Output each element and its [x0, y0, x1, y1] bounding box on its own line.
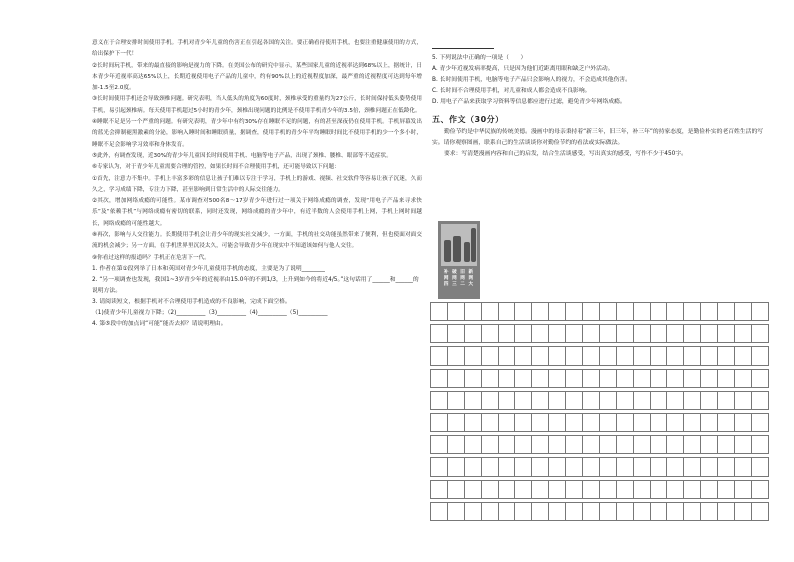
grid-cell[interactable]: [498, 502, 515, 520]
grid-cell[interactable]: [616, 303, 633, 321]
grid-cell[interactable]: [464, 502, 481, 520]
passage-paragraph: ⑨你看过这样的报道吗？手机正在危害下一代。: [92, 254, 210, 261]
grid-cell[interactable]: [616, 502, 633, 520]
grid-cell[interactable]: [633, 369, 650, 387]
grid-cell[interactable]: [498, 303, 515, 321]
grid-cell[interactable]: [667, 480, 684, 498]
grid-cell[interactable]: [684, 391, 701, 409]
grid-cell[interactable]: [718, 347, 735, 365]
grid-cell[interactable]: [599, 347, 616, 365]
grid-cell[interactable]: [583, 480, 600, 498]
grid-cell[interactable]: [616, 436, 633, 454]
grid-cell[interactable]: [701, 347, 718, 365]
grid-cell[interactable]: [650, 413, 667, 431]
grid-cell[interactable]: [464, 458, 481, 476]
question-5-options: [432, 64, 770, 108]
grid-cell[interactable]: [718, 391, 735, 409]
grid-cell[interactable]: [701, 303, 718, 321]
grid-cell[interactable]: [751, 325, 768, 343]
left-column: [92, 38, 422, 330]
grid-cell[interactable]: [549, 480, 566, 498]
grid-cell[interactable]: [735, 436, 752, 454]
grid-cell[interactable]: [599, 458, 616, 476]
grid-cell[interactable]: [633, 303, 650, 321]
grid-cell[interactable]: [447, 347, 464, 365]
grid-cell[interactable]: [616, 347, 633, 365]
grid-cell[interactable]: [464, 369, 481, 387]
grid-cell[interactable]: [566, 325, 583, 343]
grid-cell[interactable]: [667, 436, 684, 454]
grid-cell[interactable]: [481, 480, 498, 498]
figure-3: [464, 242, 470, 262]
grid-cell[interactable]: [498, 480, 515, 498]
grid-cell[interactable]: [515, 369, 532, 387]
passage-paragraph: ③长时间使用手机还会导致颈椎问题。研究表明，当人低头的角度为60度时，颈椎承受的重量约为27公斤，长时间保持低头姿势使用手机，易引起颈椎病。每天使用手机超过5小时的青少年，颈椎出现问题的比例是不使用手机青少年的3.5倍，颈椎问题正在低龄化。: [92, 96, 422, 114]
grid-cell[interactable]: [650, 480, 667, 498]
grid-cell[interactable]: [599, 303, 616, 321]
grid-cell[interactable]: [515, 303, 532, 321]
grid-cell[interactable]: [566, 480, 583, 498]
grid-cell[interactable]: [667, 413, 684, 431]
grid-cell[interactable]: [498, 458, 515, 476]
grid-cell[interactable]: [735, 369, 752, 387]
grid-cell[interactable]: [751, 480, 768, 498]
grid-cell[interactable]: [583, 347, 600, 365]
grid-cell[interactable]: [431, 369, 448, 387]
grid-cell[interactable]: [735, 391, 752, 409]
grid-cell[interactable]: [566, 303, 583, 321]
grid-cell[interactable]: [583, 369, 600, 387]
grid-cell[interactable]: [431, 480, 448, 498]
grid-cell[interactable]: [701, 436, 718, 454]
grid-cell[interactable]: [498, 436, 515, 454]
grid-cell[interactable]: [701, 369, 718, 387]
grid-cell[interactable]: [481, 436, 498, 454]
grid-cell[interactable]: [684, 458, 701, 476]
grid-cell[interactable]: [566, 391, 583, 409]
grid-cell[interactable]: [583, 436, 600, 454]
grid-cell[interactable]: [667, 391, 684, 409]
grid-cell[interactable]: [599, 369, 616, 387]
grid-cell[interactable]: [532, 413, 549, 431]
essay-prompt-line: 勤俭节约是中华民族的传统美德。漫画中的母亲秉持着“新三年，旧三年，补三年”的持家态度，是勤俭朴实的老百姓生活的写实。请你观察图画，联系自己的生活谈谈你对勤俭节约的看法或实际做法。: [432, 129, 764, 146]
reading-passage: [92, 38, 422, 264]
grid-cell[interactable]: [684, 325, 701, 343]
grid-cell[interactable]: [650, 369, 667, 387]
grid-cell[interactable]: [447, 458, 464, 476]
grid-cell[interactable]: [481, 391, 498, 409]
grid-cell[interactable]: [532, 480, 549, 498]
grid-cell[interactable]: [684, 303, 701, 321]
grid-cell[interactable]: [464, 436, 481, 454]
grid-cell[interactable]: [447, 391, 464, 409]
passage-paragraph: ②其次，增加网络成瘾的可能性。某市调查对500名8～17岁青少年进行过一项关于网络成瘾的调查，发现“用电子产品来寻求快乐”及“依赖手机”与网络成瘾有密切的联系，同时还发现，网络成瘾的青少年中，有近半数的人会使用手机上网，手机上网时间越长，网络成瘾的可能性越大。: [92, 198, 422, 227]
grid-cell[interactable]: [566, 369, 583, 387]
option-item: B. 长时间使用手机，电脑等电子产品只会影响人的视力，不会造成其他伤害。: [432, 77, 631, 83]
grid-cell[interactable]: [464, 413, 481, 431]
grid-cell[interactable]: [515, 347, 532, 365]
cartoon-figures: [441, 224, 477, 266]
grid-cell[interactable]: [667, 458, 684, 476]
grid-cell[interactable]: [549, 391, 566, 409]
question-item: （1)使青少年儿童视力下降；（2)__________（3)__________（4)__________（5)__________: [92, 309, 328, 316]
section-title: 五、作文（30分）: [432, 115, 504, 124]
question-item: 4. 第⑤段中的加点词“可能”能否去掉？请说明理由。: [92, 320, 227, 327]
grid-cell[interactable]: [566, 413, 583, 431]
grid-cell[interactable]: [599, 413, 616, 431]
grid-cell[interactable]: [735, 325, 752, 343]
grid-cell[interactable]: [498, 325, 515, 343]
grid-cell[interactable]: [599, 502, 616, 520]
grid-cell[interactable]: [735, 480, 752, 498]
grid-cell[interactable]: [684, 369, 701, 387]
passage-paragraph: ⑥专家认为，对于青少年儿童需要合理的管控，如果长时间不合理使用手机，还可能导致以下问题：: [92, 164, 340, 171]
grid-cell[interactable]: [684, 480, 701, 498]
grid-cell[interactable]: [498, 347, 515, 365]
grid-cell[interactable]: [481, 303, 498, 321]
grid-cell[interactable]: [650, 391, 667, 409]
grid-cell[interactable]: [633, 413, 650, 431]
grid-cell[interactable]: [431, 502, 448, 520]
grid-cell[interactable]: [447, 480, 464, 498]
grid-cell[interactable]: [633, 347, 650, 365]
grid-cell[interactable]: [684, 413, 701, 431]
grid-cell[interactable]: [718, 502, 735, 520]
figure-2: [453, 236, 461, 262]
grid-cell[interactable]: [735, 458, 752, 476]
grid-cell[interactable]: [751, 303, 768, 321]
grid-cell[interactable]: [464, 347, 481, 365]
grid-cell[interactable]: [515, 480, 532, 498]
grid-cell[interactable]: [481, 413, 498, 431]
grid-cell[interactable]: [667, 347, 684, 365]
grid-cell[interactable]: [549, 369, 566, 387]
grid-cell[interactable]: [583, 458, 600, 476]
grid-cell[interactable]: [735, 502, 752, 520]
question-item: 3. 请阅读短文，根据手机对不合理使用手机造成的不良影响，完成下面空格。: [92, 298, 291, 305]
passage-paragraph: ①首先，注意力不集中。手机上丰富多彩的信息让孩子们难以专注于学习，手机上的游戏、视频、社交软件等容易让孩子沉迷，久而久之，学习成绩下降，专注力下降，甚至影响到日常生活中的人际交往能力。: [92, 175, 422, 193]
grid-cell[interactable]: [464, 391, 481, 409]
grid-cell[interactable]: [532, 458, 549, 476]
grid-cell[interactable]: [684, 436, 701, 454]
grid-cell[interactable]: [481, 502, 498, 520]
grid-cell[interactable]: [583, 325, 600, 343]
grid-cell[interactable]: [498, 413, 515, 431]
grid-cell[interactable]: [735, 347, 752, 365]
grid-cell[interactable]: [532, 369, 549, 387]
grid-cell[interactable]: [616, 458, 633, 476]
grid-cell[interactable]: [616, 391, 633, 409]
grid-cell[interactable]: [464, 325, 481, 343]
option-item: C. 长时间不合理使用手机，对儿童和成人都会造成不良影响。: [432, 88, 591, 94]
grid-cell[interactable]: [751, 391, 768, 409]
grid-cell[interactable]: [549, 303, 566, 321]
grid-cell[interactable]: [447, 369, 464, 387]
grid-cell[interactable]: [583, 502, 600, 520]
grid-cell[interactable]: [566, 502, 583, 520]
grid-cell[interactable]: [718, 436, 735, 454]
grid-cell[interactable]: [431, 391, 448, 409]
grid-cell[interactable]: [549, 347, 566, 365]
grid-cell[interactable]: [667, 303, 684, 321]
grid-cell[interactable]: [447, 325, 464, 343]
grid-cell[interactable]: [549, 413, 566, 431]
grid-cell[interactable]: [515, 436, 532, 454]
grid-cell[interactable]: [515, 502, 532, 520]
grid-cell[interactable]: [718, 480, 735, 498]
right-column: [432, 38, 770, 160]
grid-cell[interactable]: [583, 413, 600, 431]
passage-paragraph: ⑤此外，有调查发现，近30%的青少年儿童因长时间使用手机、电脑等电子产品，出现了颈椎、腰椎、眼部等不适症状。: [92, 152, 392, 159]
grid-cell[interactable]: [431, 413, 448, 431]
figure-1: [444, 240, 451, 262]
grid-cell[interactable]: [498, 369, 515, 387]
grid-cell[interactable]: [701, 502, 718, 520]
grid-cell[interactable]: [633, 436, 650, 454]
grid-cell[interactable]: [549, 458, 566, 476]
grid-cell[interactable]: [599, 480, 616, 498]
grid-cell[interactable]: [684, 347, 701, 365]
grid-cell[interactable]: [481, 325, 498, 343]
grid-cell[interactable]: [599, 325, 616, 343]
grid-cell[interactable]: [701, 413, 718, 431]
passage-paragraph: ②长时间玩手机，带来的最直接的影响是视力的下降。在美国公布的研究中显示，某些国家儿童的近视率达到68%以上，据统计，日本青少年近视率高达65%以上，长期近视使用电子产品的儿童中，约有90%以上的近视程度加深，最严重的近视程度可达到每年增加-1.5至2.0度。: [92, 62, 422, 92]
grid-cell[interactable]: [616, 480, 633, 498]
grid-cell[interactable]: [566, 458, 583, 476]
essay-prompt: [432, 127, 770, 160]
grid-cell[interactable]: [684, 502, 701, 520]
grid-cell[interactable]: [735, 413, 752, 431]
grid-cell[interactable]: [650, 502, 667, 520]
grid-cell[interactable]: [667, 502, 684, 520]
reading-questions: [92, 264, 422, 330]
grid-cell[interactable]: [549, 502, 566, 520]
grid-cell[interactable]: [751, 458, 768, 476]
grid-cell[interactable]: [515, 391, 532, 409]
passage-paragraph: ④睡眠不足是另一个严重的问题。有研究表明，青少年中有约30%存在睡眠不足的问题，有的甚至深夜仍在使用手机。手机屏幕发出的蓝光会抑制褪黑激素的分泌，影响入睡时间和睡眠质量，据调查，使用手机的青少年平均睡眠时间比不使用手机的少一个多小时，睡眠不足会影响学习效率和身体发育。: [92, 119, 422, 148]
grid-cell[interactable]: [532, 303, 549, 321]
grid-cell[interactable]: [549, 325, 566, 343]
grid-cell[interactable]: [549, 436, 566, 454]
question-5-title: 5. 下列说法中正确的一项是（ ）: [432, 55, 527, 61]
grid-cell[interactable]: [650, 303, 667, 321]
question-item: 2. “另一项调查也发现，我国1~3岁青少年的近视率由15.0年的不到1/3，上升到如今的将近4/5。”这句话用了______和______的说明方法。: [92, 276, 419, 294]
grid-cell[interactable]: [566, 436, 583, 454]
grid-cell[interactable]: [751, 369, 768, 387]
grid-cell[interactable]: [718, 458, 735, 476]
grid-cell[interactable]: [701, 480, 718, 498]
grid-cell[interactable]: [447, 413, 464, 431]
writing-grid[interactable]: [430, 302, 769, 521]
grid-cell[interactable]: [718, 325, 735, 343]
grid-cell[interactable]: [633, 391, 650, 409]
grid-cell[interactable]: [650, 458, 667, 476]
grid-cell[interactable]: [431, 458, 448, 476]
grid-cell[interactable]: [718, 303, 735, 321]
grid-cell[interactable]: [751, 436, 768, 454]
option-item: D. 用电子产品来获取学习资料等信息都应进行过滤，避免青少年网络成瘾。: [432, 99, 626, 105]
grid-cell[interactable]: [532, 436, 549, 454]
grid-cell[interactable]: [599, 436, 616, 454]
question-item: 1. 作者在第①段列举了日本和英国对青少年儿童使用手机的态度，主要是为了说明________: [92, 265, 325, 272]
grid-cell[interactable]: [464, 303, 481, 321]
grid-cell[interactable]: [515, 458, 532, 476]
option-item: A. 青少年近视发病率提高，只是因为他们近距离用眼和缺乏户外活动。: [432, 66, 614, 72]
grid-cell[interactable]: [515, 413, 532, 431]
grid-cell[interactable]: [735, 303, 752, 321]
figure-4: [471, 228, 476, 262]
grid-cell[interactable]: [566, 347, 583, 365]
grid-cell[interactable]: [633, 480, 650, 498]
grid-cell[interactable]: [616, 325, 633, 343]
essay-prompt-line: 要求：写清楚漫画内容和自己的启发，结合生活谈感受，写出真实的感受，写作不少于450字。: [444, 151, 687, 157]
grid-cell[interactable]: [447, 303, 464, 321]
grid-cell[interactable]: [583, 391, 600, 409]
grid-cell[interactable]: [498, 391, 515, 409]
grid-cell[interactable]: [718, 413, 735, 431]
grid-cell[interactable]: [701, 325, 718, 343]
grid-cell[interactable]: [616, 413, 633, 431]
grid-cell[interactable]: [447, 502, 464, 520]
grid-cell[interactable]: [515, 325, 532, 343]
grid-cell[interactable]: [667, 325, 684, 343]
grid-cell[interactable]: [701, 458, 718, 476]
grid-cell[interactable]: [667, 369, 684, 387]
passage-paragraph: ⑧再次，影响与人交往能力。长期使用手机会让青少年的现实社交减少，一方面，手机的社交功能虽然带来了便利，但也使面对面交流的机会减少；另一方面，在手机世界里沉浸太久，可能会导致青少年在现实中不知道该如何与他人交往。: [92, 232, 422, 250]
grid-cell[interactable]: [650, 347, 667, 365]
grid-cell[interactable]: [718, 369, 735, 387]
grid-cell[interactable]: [532, 502, 549, 520]
grid-cell[interactable]: [431, 347, 448, 365]
grid-cell[interactable]: [583, 303, 600, 321]
passage-paragraph: 意义在于合理安排时间使用手机。手机对青少年儿童的伤害正在引起各国的关注。要正确看待使用手机，也要注重健康使用的方式，给出保护下一代！: [92, 40, 422, 58]
grid-cell[interactable]: [481, 347, 498, 365]
grid-cell[interactable]: [751, 502, 768, 520]
answer-blank-line[interactable]: [432, 38, 494, 49]
grid-cell[interactable]: [650, 325, 667, 343]
grid-cell[interactable]: [701, 391, 718, 409]
grid-cell[interactable]: [464, 480, 481, 498]
grid-cell[interactable]: [751, 347, 768, 365]
grid-cell[interactable]: [431, 436, 448, 454]
grid-cell[interactable]: [616, 369, 633, 387]
cartoon-image: [438, 221, 480, 299]
grid-cell[interactable]: [633, 325, 650, 343]
grid-cell[interactable]: [532, 347, 549, 365]
grid-cell[interactable]: [431, 325, 448, 343]
grid-cell[interactable]: [532, 325, 549, 343]
grid-cell[interactable]: [431, 303, 448, 321]
grid-cell[interactable]: [481, 458, 498, 476]
poster-caption: 补 破 旧 新 网 网 网 网 四 三 二 大: [443, 270, 475, 287]
grid-cell[interactable]: [650, 436, 667, 454]
grid-cell[interactable]: [481, 369, 498, 387]
grid-cell[interactable]: [599, 391, 616, 409]
grid-cell[interactable]: [751, 413, 768, 431]
grid-cell[interactable]: [633, 458, 650, 476]
grid-cell[interactable]: [633, 502, 650, 520]
grid-cell[interactable]: [532, 391, 549, 409]
grid-cell[interactable]: [447, 436, 464, 454]
